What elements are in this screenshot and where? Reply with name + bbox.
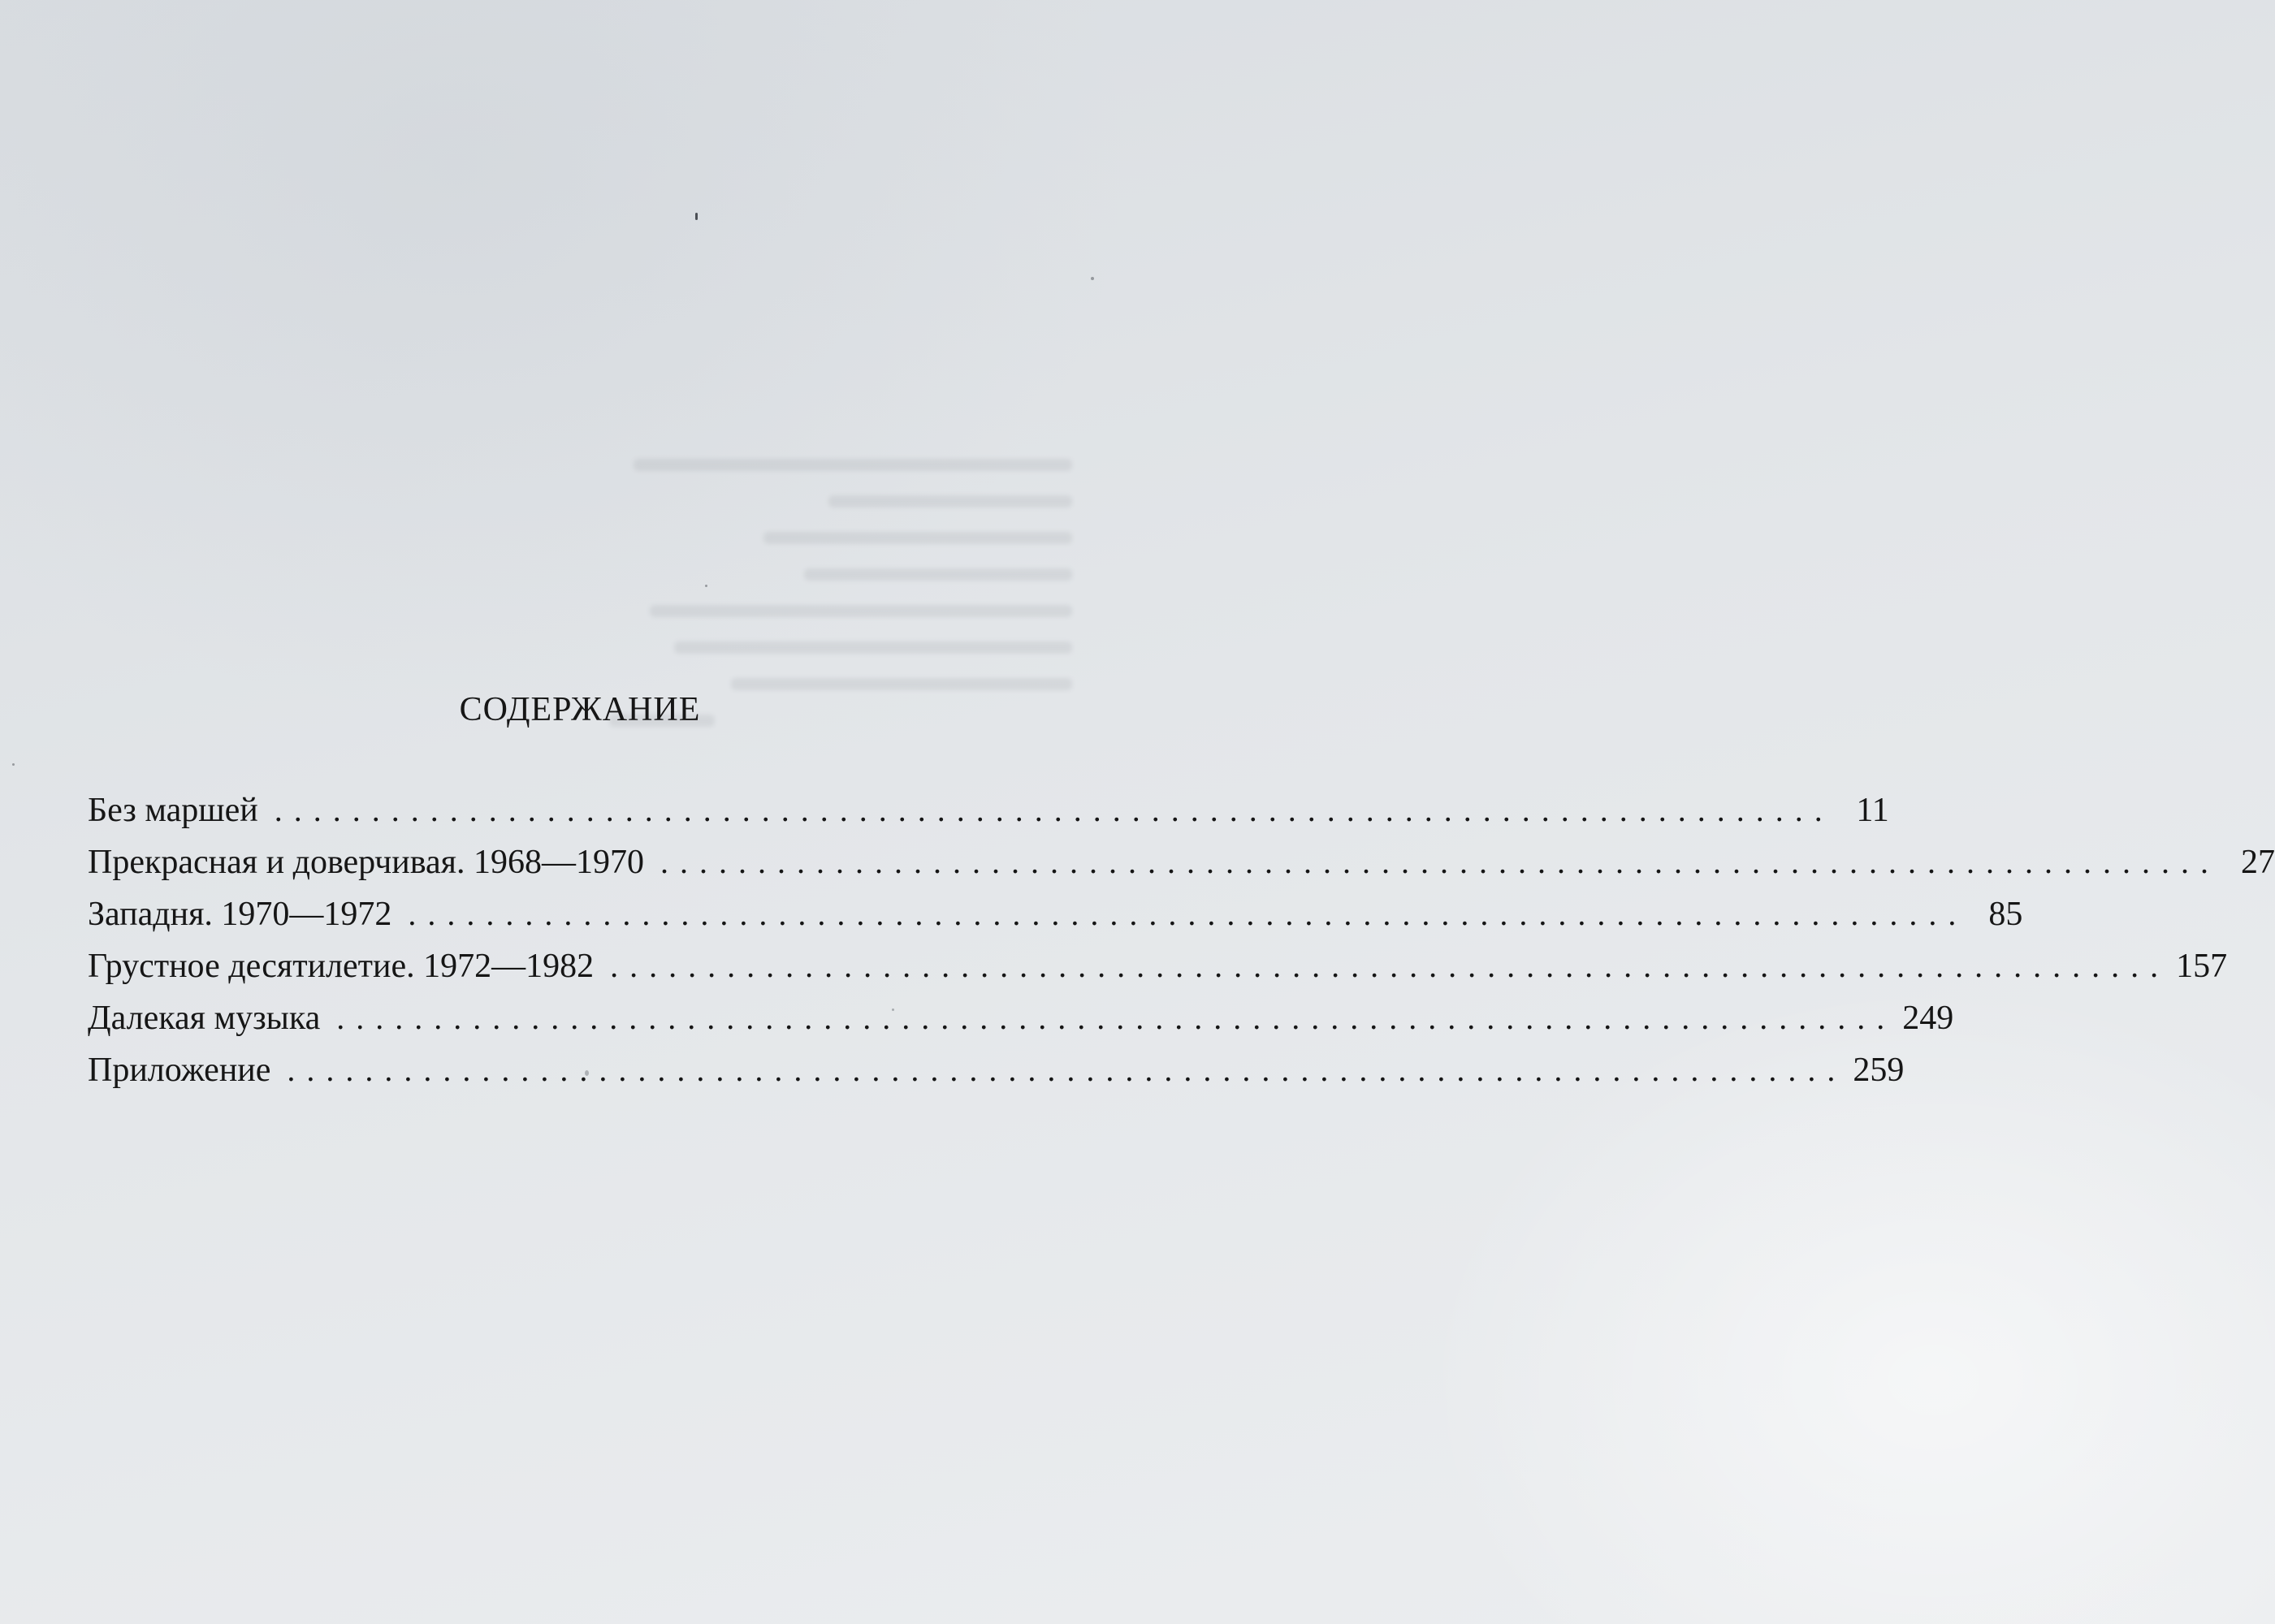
dot-leader: ................................................................................ <box>610 948 2170 984</box>
toc-heading: СОДЕРЖАНИЕ <box>459 691 701 728</box>
toc-entry <box>88 1044 1905 1096</box>
table-of-contents <box>88 690 2275 1096</box>
toc-entry-title: Грустное десятилетие. 1972—1982 <box>88 948 595 985</box>
dot-leader: ................................................................................ <box>408 896 1968 932</box>
paper-speck <box>695 213 698 220</box>
toc-entry-page: 157 <box>2176 948 2228 985</box>
toc-entry-page: 85 <box>1988 896 2023 933</box>
toc-entry <box>88 940 2228 992</box>
toc-entry-page: 259 <box>1853 1052 1905 1089</box>
toc-entry-page: 11 <box>1856 792 1889 829</box>
toc-entry-title: Без маршей <box>88 792 258 829</box>
toc-entry <box>88 836 2275 888</box>
toc-entry-page: 249 <box>1902 1000 1954 1037</box>
toc-entry-title: Прекрасная и доверчивая. 1968—1970 <box>88 844 644 881</box>
paper-speck <box>12 763 15 766</box>
toc-entry <box>88 784 1889 836</box>
toc-entry-title: Западня. 1970—1972 <box>88 896 392 933</box>
paper-speck <box>705 585 707 587</box>
dot-leader: ................................................................................ <box>336 1000 1897 1036</box>
toc-entry <box>88 992 1954 1044</box>
dot-leader: ................................................................................ <box>274 792 1834 828</box>
toc-entry <box>88 888 2023 940</box>
toc-entry-title: Приложение <box>88 1052 271 1089</box>
toc-entry-page: 27 <box>2240 844 2275 881</box>
toc-entry-title: Далекая музыка <box>88 1000 321 1037</box>
dot-leader: ................................................................................ <box>287 1052 1847 1088</box>
paper-speck <box>1091 277 1094 280</box>
dot-leader: ................................................................................ <box>660 844 2220 880</box>
